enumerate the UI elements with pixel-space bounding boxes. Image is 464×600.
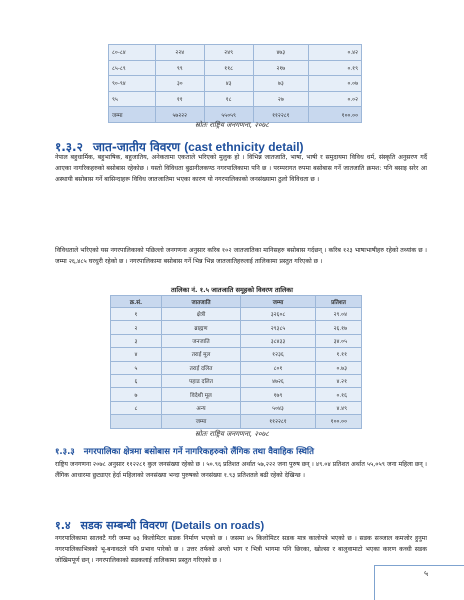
column-header: प्रतिशत (316, 296, 362, 308)
section-number: १.३.२ (55, 140, 83, 154)
section-number: १.४ (55, 519, 71, 532)
table-row (111, 321, 362, 334)
table-cell (111, 415, 162, 428)
table-cell: ७३ (253, 76, 308, 92)
table-cell: ५०४३ (241, 401, 316, 414)
table-cell: २९.०४ (316, 308, 362, 321)
table-cell: १.११ (316, 348, 362, 361)
table-source-note: स्रोतः राष्ट्रिय जनगणना, २०७८ (195, 121, 269, 129)
table-cell: २१७ (253, 60, 308, 76)
table-cell: ४ (111, 348, 162, 361)
table-cell: ५७२२२ (155, 107, 204, 123)
table-row (111, 308, 362, 321)
paragraph: राष्ट्रिय जनगणना २०७८ अनुसार ११२२८१ कुल जनसंख्या रहेको छ । ५०.९६ प्रतिशत अर्थात ५७,२२२ जना पुरुष छन् । ४९.०४ प्रतिशत अर्थात ५५,०५९ जना महिला छन् । लैंगिक आधारमा छुट्याएर हेर्दा महिलाको जनसंख्या भन्दा पुरुषको जनसंख्या १.९३ प्रतिशतले बढी रहेको देखिन्छ । (55, 461, 427, 479)
table-row (109, 45, 362, 61)
table-cell: ६ (111, 374, 162, 387)
section-title-english: (cast ethnicity detail) (184, 140, 304, 154)
table-cell: ९५ (109, 91, 156, 107)
table-caption: तालिका नं. १.५ जातजाति समूहको विवरण तालिका (171, 286, 293, 294)
table-cell: २६.१७ (316, 321, 362, 334)
table-cell: ८०१ (241, 361, 316, 374)
table-cell: ३८४३३ (241, 334, 316, 347)
section-title: सडक सम्बन्धी विवरण (80, 519, 168, 532)
table-cell: ११२२८१ (253, 107, 308, 123)
table-cell: ११२२८१ (241, 415, 316, 428)
table-cell: ०.१६ (316, 388, 362, 401)
table-cell: १००.०० (309, 107, 362, 123)
table-cell: ०.७३ (316, 361, 362, 374)
table-row (111, 334, 362, 347)
section-title-english: (Details on roads) (171, 520, 265, 532)
column-header: क्र.सं. (111, 296, 162, 308)
section-heading-roads (55, 518, 264, 533)
section-title: नगरपालिका क्षेत्रमा बसोबास गर्ने नागरिकहरुको लैंगिक तथा वैवाहिक स्थिति (83, 447, 314, 457)
table-cell: १ (111, 308, 162, 321)
table-cell: २९३८५ (241, 321, 316, 334)
table-row (111, 401, 362, 414)
table-cell: ब्राह्मण (162, 321, 241, 334)
table-cell: १७९ (241, 388, 316, 401)
table-cell: १००.०० (316, 415, 362, 428)
table-cell: ०.०७ (309, 76, 362, 92)
table-cell: जनजाति (162, 334, 241, 347)
table-cell: तराई दलित (162, 361, 241, 374)
table-cell: २७ (253, 91, 308, 107)
table-cell: क्षेत्री (162, 308, 241, 321)
table-cell: ३४.०५ (316, 334, 362, 347)
paragraph: नेपाल बहुधार्मिक, बहुभाषिक, बहुजातिय, अनेकतामा एकताले भरिएको मुलुक हो । विभिन्न जातजाति, भाषा, भाषी र समुदायमा विविध धर्म, संस्कृति अनुसरण गर्दै आएका नागरिकहरुको बसोबास रहेकोछ । यस्तो विविधता बुढानीलकण्ठ नगरपालिकामा पनि छ । परम्परागत रुपमा बसोबास गर्ने जातजाति क्रमश: पनि बसाइ सरेर आ अस्थायी बसोबास गर्ने बासिन्दाहरू विविध जातजातिमा भएका कारण यो नगरपालिकाको जनसंख्यामा ठुलो विविधता छ । (55, 154, 427, 183)
section-heading-gender (55, 446, 314, 457)
table-row (109, 60, 362, 76)
table-cell: ४७२६ (241, 374, 316, 387)
table-row (111, 388, 362, 401)
table-cell: तराई मूल (162, 348, 241, 361)
age-population-table (108, 44, 362, 123)
table-cell: ०.४२ (309, 45, 362, 61)
table-cell: ८०-८४ (109, 45, 156, 61)
table-cell: १८ (204, 91, 253, 107)
table-cell: ८५-८९ (109, 60, 156, 76)
table-cell: ४७३ (253, 45, 308, 61)
table-cell: ३ (111, 334, 162, 347)
table-total-row (111, 415, 362, 428)
table-cell: ७ (111, 388, 162, 401)
table-cell: ०.१९ (309, 60, 362, 76)
page-number: ५ (424, 569, 429, 578)
table-cell: पहाड दलित (162, 374, 241, 387)
table-cell: ३० (155, 76, 204, 92)
table-source-note: स्रोतः राष्ट्रिय जनगणना, २०७८ (195, 430, 269, 438)
table-cell: ११ (155, 91, 204, 107)
page-frame-line (374, 565, 375, 600)
table-cell: ४.४९ (316, 401, 362, 414)
table-row (109, 91, 362, 107)
table-cell: ०.०२ (309, 91, 362, 107)
section-title: जात-जातीय विवरण (93, 140, 180, 154)
table-row (111, 361, 362, 374)
column-header: जम्मा (241, 296, 316, 308)
column-header: जातजाति (162, 296, 241, 308)
table-cell: २२४ (155, 45, 204, 61)
table-row (111, 374, 362, 387)
table-cell: जम्मा (109, 107, 156, 123)
table-cell: ३२६०८ (241, 308, 316, 321)
table-row (109, 76, 362, 92)
table-cell: अन्य (162, 401, 241, 414)
table-cell: २ (111, 321, 162, 334)
table-cell: ५ (111, 361, 162, 374)
table-cell: ४.२१ (316, 374, 362, 387)
paragraph: नगरपालिकामा सातवटै गरी जम्मा ७३ किलोमिटर सडक निर्माण भएको छ । जसमा ४५ किलोमिटर सडक मात्र कालोपत्रे भएको छ । सडक सञ्जाल कमजोर हुनुमा नगरपालिकाभित्रको भू-बनावटले पनि प्रभाव पारेको छ । उत्तर तर्फको अग्लो भाग र भित्री भागमा पनि छिरका, खोल्सा र बालुवामाटो भएका कारण कच्ची सडक जोखिमपूर्ण छन् । नगरपालिकाको सडकलाई तालिकामा प्रस्तुत गरिएको छ । (55, 535, 427, 564)
table-cell: ९९ (155, 60, 204, 76)
table-cell: ११८ (204, 60, 253, 76)
table-cell: ५५०५९ (204, 107, 253, 123)
table-cell: ४३ (204, 76, 253, 92)
table-cell: ८ (111, 401, 162, 414)
paragraph: विविधताले भरिएको यस नगरपालिकाको पछिल्लो जनगणना अनुसार करिब १०२ जातजातिका मानिसहरु बसोबास गर्दछन् । करिब १२३ भाषाभाषीहरु रहेको तथ्यांक छ । जम्मा २६,४८५ घरधुरी रहेको छ । नगरपालिकामा बसोबास गर्ने भिन्न भिन्न जातजातिहरुलाई तालिकामा प्रस्तुत गरिएको छ । (55, 247, 427, 265)
table-cell: ९०-९४ (109, 76, 156, 92)
table-row (111, 348, 362, 361)
section-number: १.३.३ (55, 447, 75, 457)
table-cell: २४९ (204, 45, 253, 61)
caste-ethnicity-table (110, 295, 362, 429)
table-cell: जम्मा (162, 415, 241, 428)
table-header-row (111, 296, 362, 308)
table-cell: १२३६ (241, 348, 316, 361)
page-frame-line (374, 565, 464, 566)
table-cell: विदेशी मूल (162, 388, 241, 401)
